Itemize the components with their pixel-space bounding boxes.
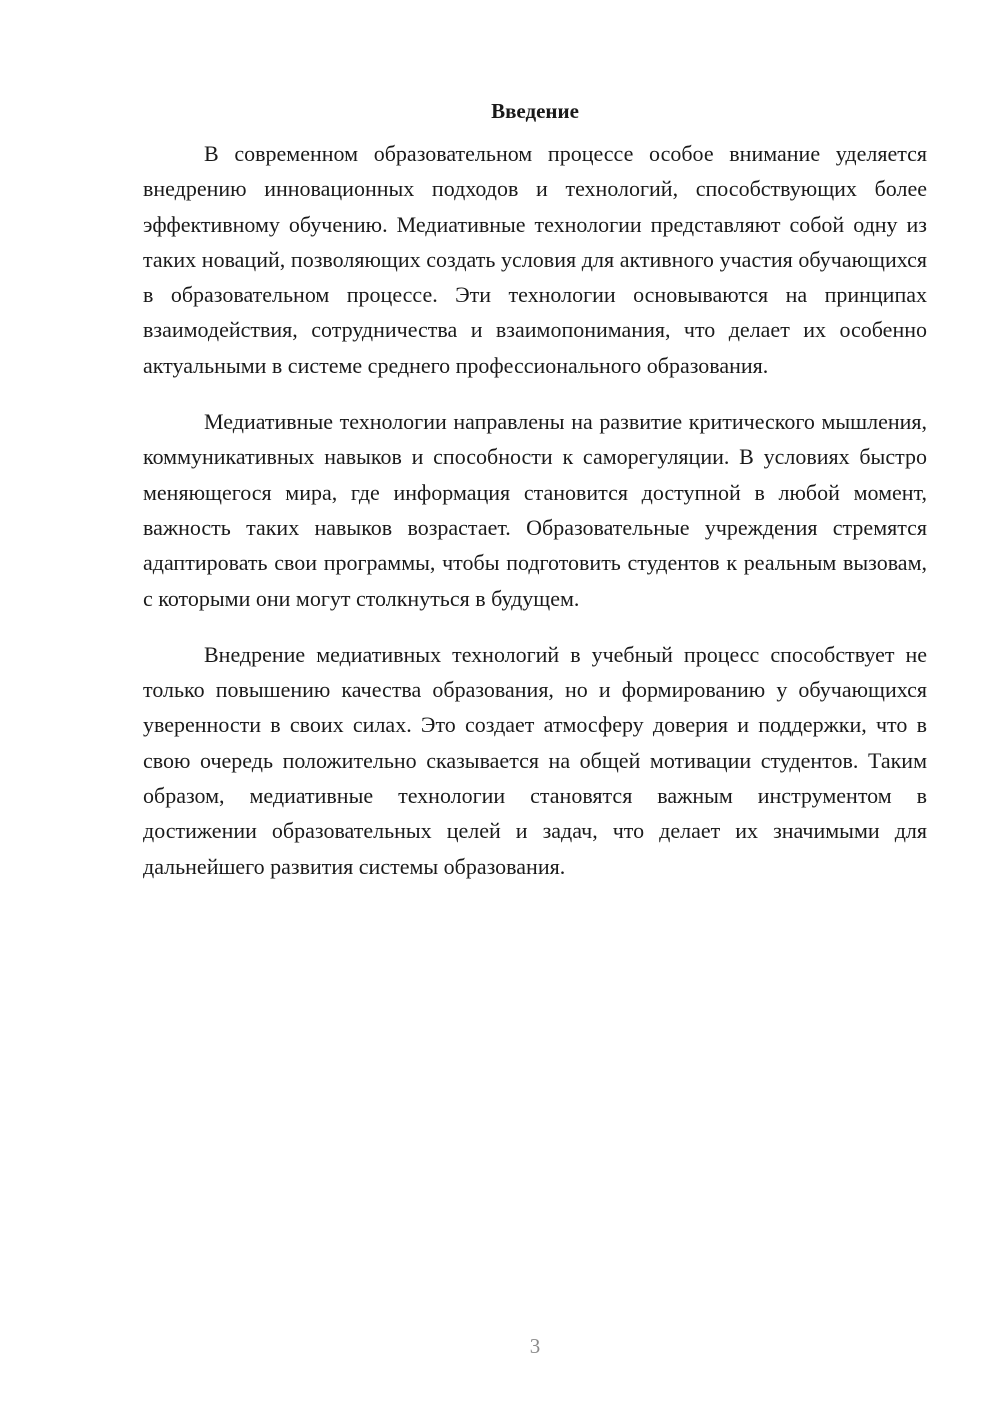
paragraph-1: В современном образовательном процессе особое внимание уделяется внедрению инновационных подходов и технологий, способствующих более эффективному обучению. Медиативные технологии представляют собой одну из таких новаций, позволяющих создать условия для активного участия обучающихся в образовательном процессе. Эти технологии основываются на принципах взаимодействия, сотрудничества и взаимопонимания, что делает их особенно актуальными в системе среднего профессионального образования. <box>143 141 927 378</box>
paragraph-3: Внедрение медиативных технологий в учебный процесс способствует не только повышению качества образования, но и формированию у обучающихся уверенности в своих силах. Это создает атмосферу доверия и поддержки, что в свою очередь положительно сказывается на общей мотивации студентов. Таким образом, медиативные технологии становятся важным инструментом в достижении образовательных целей и задач, что делает их значимыми для дальнейшего развития системы образования. <box>143 641 927 879</box>
page-number: 3 <box>529 1334 541 1358</box>
page-content <box>143 96 927 905</box>
section-title: Введение <box>491 99 579 123</box>
paragraph-2: Медиативные технологии направлены на развитие критического мышления, коммуникативных навыков и способности к саморегуляции. В условиях быстро меняющегося мира, где информация становится доступной в любой момент, важность таких навыков возрастает. Образовательные учреждения стремятся адаптировать свои программы, чтобы подготовить студентов к реальным вызовам, с которыми они могут столкнуться в будущем. <box>143 409 927 611</box>
